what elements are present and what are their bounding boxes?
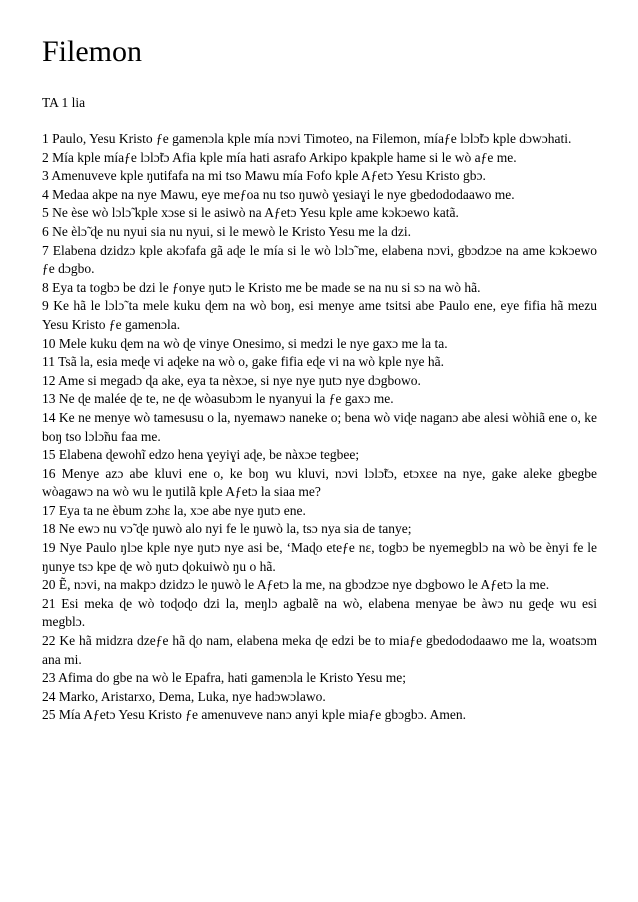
- verse-list: [42, 130, 597, 725]
- verse: 14 Ke ne menye wò tamesusu o la, nyemawɔ naneke o; bena wò viɖe naganɔ abe alesi wòhiã ene o, ke boŋ tso lɔlɔ̃nu faa me.: [42, 409, 597, 444]
- verse: 16 Menye azɔ abe kluvi ene o, ke boŋ wu kluvi, nɔvi lɔlɔ̃tɔ, etɔxɛe na nye, gake aleke gbegbe wòagawɔ na wò wu le ŋutilã kple Aƒetɔ la siaa me?: [42, 465, 597, 500]
- verse: 18 Ne ewɔ nu vɔ̃ ɖe ŋuwò alo nyi fe le ŋuwò la, tsɔ nya sia de tanye;: [42, 521, 412, 537]
- verse: 3 Amenuveve kple ŋutifafa na mi tso Mawu mía Fofo kple Aƒetɔ Yesu Kristo gbɔ.: [42, 168, 486, 184]
- verse: 13 Ne ɖe malée ɖe te, ne ɖe wòasubɔm le nyanyui la ƒe gaxɔ me.: [42, 391, 394, 407]
- verse: 24 Marko, Aristarxo, Dema, Luka, nye hadɔwɔlawo.: [42, 688, 326, 704]
- verse: 9 Ke hã le lɔlɔ̃ ta mele kuku ɖem na wò boŋ, esi menye ame tsitsi abe Paulo ene, eye fifia hã mezu Yesu Kristo ƒe gamenɔla.: [42, 298, 597, 332]
- verse: 20 Ẽ, nɔvi, na makpɔ dzidzɔ le ŋuwò le Aƒetɔ la me, na gbɔdzɔe nye dɔgbowo le Aƒetɔ la me.: [42, 577, 550, 593]
- verse: 10 Mele kuku ɖem na wò ɖe vinye Onesimo, si medzi le nye gaxɔ me la ta.: [42, 335, 448, 351]
- document-page: [42, 30, 597, 725]
- verse: 11 Tsã la, esia meɖe vi aɖeke na wò o, gake fifia eɖe vi na wò kple nye hã.: [42, 354, 445, 370]
- verse: 2 Mía kple míaƒe lɔlɔ̃tɔ Afia kple mía hati asrafo Arkipo kpakple hame si le wò aƒe me.: [42, 149, 517, 165]
- verse: 12 Ame si megadɔ ɖa ake, eya ta nèxɔe, si nye nye ŋutɔ nye dɔgbowo.: [42, 372, 421, 388]
- verse: 22 Ke hã midzra dzeƒe hã ɖo nam, elabena meka ɖe edzi be to miaƒe gbedododaawo me la, woatsɔm ana mi.: [42, 633, 597, 667]
- verse: 17 Eya ta ne èbum zɔhɛ la, xɔe abe nye ŋutɔ ene.: [42, 502, 306, 518]
- verse: 15 Elabena ɖewohĩ edzo hena ɣeyiɣi aɖe, be nàxɔe tegbee;: [42, 447, 360, 463]
- verse: 19 Nye Paulo ŋlɔe kple nye ŋutɔ nye asi be, ‘Maɖo eteƒe nɛ, togbɔ be nyemegblɔ na wò be ènyi fe le ŋunye tsɔ kpe ɖe wò ŋutɔ ɖokuiwò ŋu o hã.: [42, 540, 597, 574]
- verse: 21 Esi meka ɖe wò toɖoɖo dzi la, meŋlɔ agbalẽ na wò, elabena menyae be àwɔ nu geɖe wu esi megblɔ.: [42, 595, 597, 630]
- verse: 5 Ne èse wò lɔlɔ̃ kple xɔse si le asiwò na Aƒetɔ Yesu kple ame kɔkɔewo katã.: [42, 205, 459, 221]
- verse: 7 Elabena dzidzɔ kple akɔfafa gã aɖe le mía si le wò lɔlɔ̃ me, elabena nɔvi, gbɔdzɔe na ame kɔkɔewo ƒe dɔgbo.: [42, 242, 597, 277]
- verse: 8 Eya ta togbɔ be dzi le ƒonye ŋutɔ le Kristo me be made se na nu si sɔ na wò hã.: [42, 279, 481, 295]
- verse: 23 Afima do gbe na wò le Epafra, hati gamenɔla le Kristo Yesu me;: [42, 670, 407, 686]
- document-title: Filemon: [42, 35, 143, 68]
- verse: 1 Paulo, Yesu Kristo ƒe gamenɔla kple mía nɔvi Timoteo, na Filemon, míaƒe lɔlɔ̃tɔ kple dɔwɔhati.: [42, 131, 572, 146]
- verse: 25 Mía Aƒetɔ Yesu Kristo ƒe amenuveve nanɔ anyi kple miaƒe gbɔgbɔ. Amen.: [42, 707, 467, 723]
- verse: 4 Medaa akpe na nye Mawu, eye meƒoa nu tso ŋuwò ɣesiaɣi le nye gbedododaawo me.: [42, 186, 515, 202]
- verse: 6 Ne èlɔ̃ ɖe nu nyui sia nu nyui, si le mewò le Kristo Yesu me la dzi.: [42, 223, 411, 239]
- chapter-heading: TA 1 lia: [42, 95, 86, 110]
